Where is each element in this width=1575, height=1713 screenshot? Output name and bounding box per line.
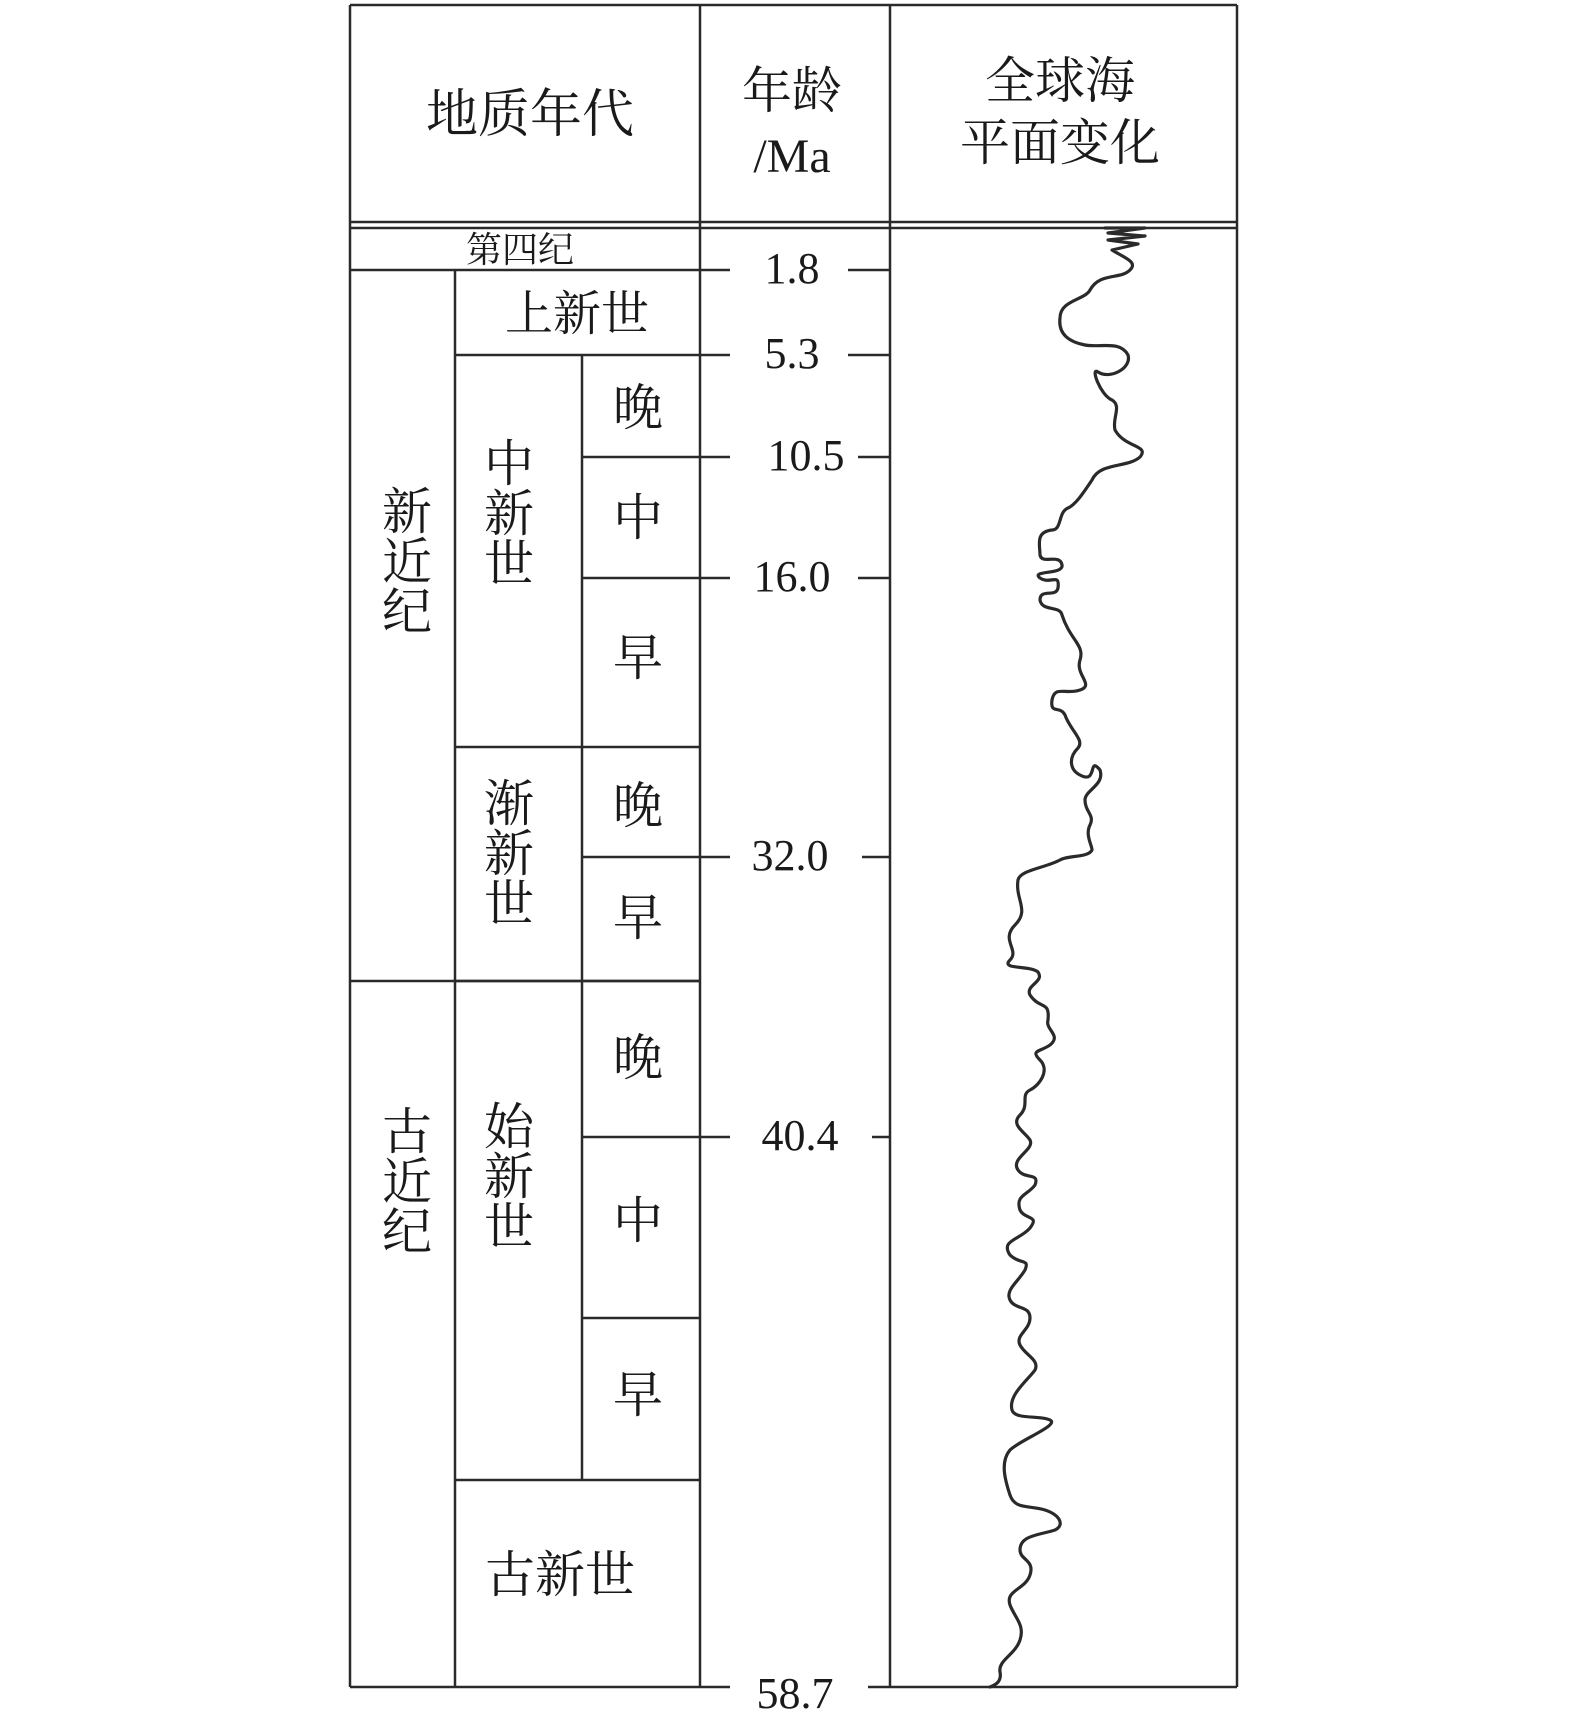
age-label-32-0: 32.0 [751,831,829,880]
period-quaternary: 第四纪 [465,230,575,271]
sea-level-curve [990,228,1145,1687]
header-age-title-line2: /Ma [753,130,831,183]
subdivision-miocene-early: 早 [613,629,663,687]
subdivision-eocene-late: 晚 [613,1029,663,1087]
header-era-title: 地质年代 [425,85,635,145]
epoch-eocene: 始新世 [476,1100,534,1250]
era-column-grid [350,270,730,1687]
age-label-5-3: 5.3 [764,329,820,378]
subdivision-oligocene-late: 晚 [613,777,663,835]
age-label-1-8: 1.8 [764,244,820,293]
subdivision-miocene-late: 晚 [613,379,663,437]
header-sea-title-line1: 全球海 [985,52,1135,110]
period-neogene: 新近纪 [374,485,432,635]
epoch-pliocene: 上新世 [504,286,650,342]
subdivision-oligocene-early: 早 [613,889,663,947]
age-label-10-5: 10.5 [767,431,845,480]
header-sea-title-line2: 平面变化 [960,114,1160,172]
epoch-paleocene: 古新世 [485,1546,635,1604]
subdivision-eocene-early: 早 [613,1366,663,1424]
age-label-16-0: 16.0 [753,552,831,601]
period-paleogene: 古近纪 [374,1105,432,1255]
header-age-title-line1: 年龄 [742,62,842,120]
subdivision-miocene-middle: 中 [613,489,663,547]
age-ticks-right [848,270,890,1687]
subdivision-eocene-middle: 中 [613,1192,663,1250]
age-label-58-7: 58.7 [756,1669,834,1713]
epoch-oligocene: 渐新世 [476,777,534,927]
age-label-40-4: 40.4 [761,1111,839,1160]
epoch-miocene: 中新世 [476,437,534,587]
